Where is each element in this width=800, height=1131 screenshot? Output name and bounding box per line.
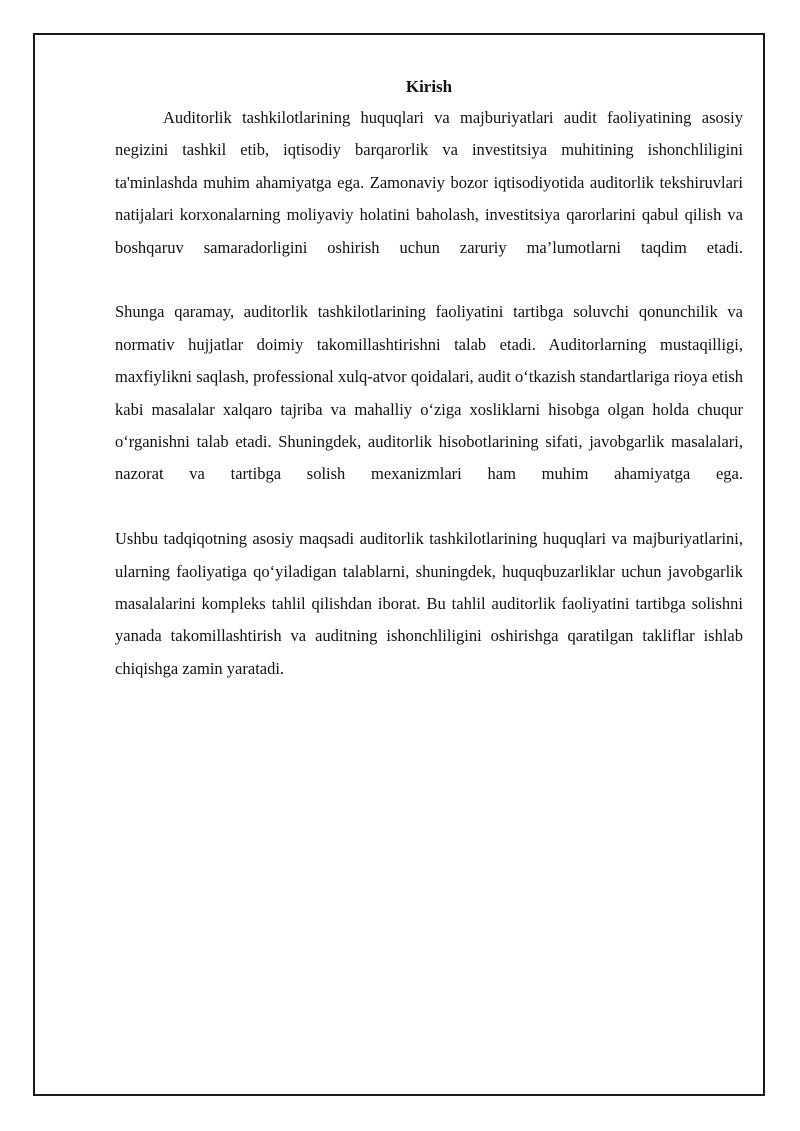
section-title: Kirish xyxy=(405,77,453,96)
paragraph-intro: Auditorlik tashkilotlarining huquqlari va majburiyatlari audit faoliyatining asosiy negizini tashkil etib, iqtisodiy barqarorlik va investitsiya muhitining ishonchliligini ta'minlashda muhim ahamiyatga ega. Zamonaviy bozor iqtisodiyotida auditorlik tekshiruvlari natijalari korxonalarning moliyaviy holatini baholash, investitsiya qarorlarini qabul qilish va boshqaruv samaradorligini oshirish uchun zaruriy ma’lumotlarni taqdim etadi. xyxy=(115,108,743,257)
paragraph-spacer xyxy=(115,491,743,523)
document-body xyxy=(115,72,743,685)
paragraph-regulation: Shunga qaramay, auditorlik tashkilotlarining faoliyatini tartibga soluvchi qonunchilik va normativ hujjatlar doimiy takomillashtirishni talab etadi. Auditorlarning mustaqilligi, maxfiylikni saqlash, professional xulq-atvor qoidalari, audit o‘tkazish standartlariga rioya etish kabi masalalar xalqaro tajriba va mahalliy o‘ziga xosliklarni hisobga olgan holda chuqur o‘rganishni talab etadi. Shuningdek, auditorlik hisobotlarining sifati, javobgarlik masalalari, nazorat va tartibga solish mexanizmlari ham muhim ahamiyatga ega. xyxy=(115,302,743,484)
paragraph-goal: Ushbu tadqiqotning asosiy maqsadi auditorlik tashkilotlarining huquqlari va majburiyatlarini, ularning faoliyatiga qo‘yiladigan talablarni, shuningdek, huquqbuzarliklar uchun javobgarlik masalalarini kompleks tahlil qilishdan iborat. Bu tahlil auditorlik faoliyatini tartibga solishni yanada takomillashtirish va auditning ishonchliligini oshirishga qaratilgan takliflar ishlab chiqishga zamin yaratadi. xyxy=(115,529,743,678)
paragraph-spacer xyxy=(115,264,743,296)
